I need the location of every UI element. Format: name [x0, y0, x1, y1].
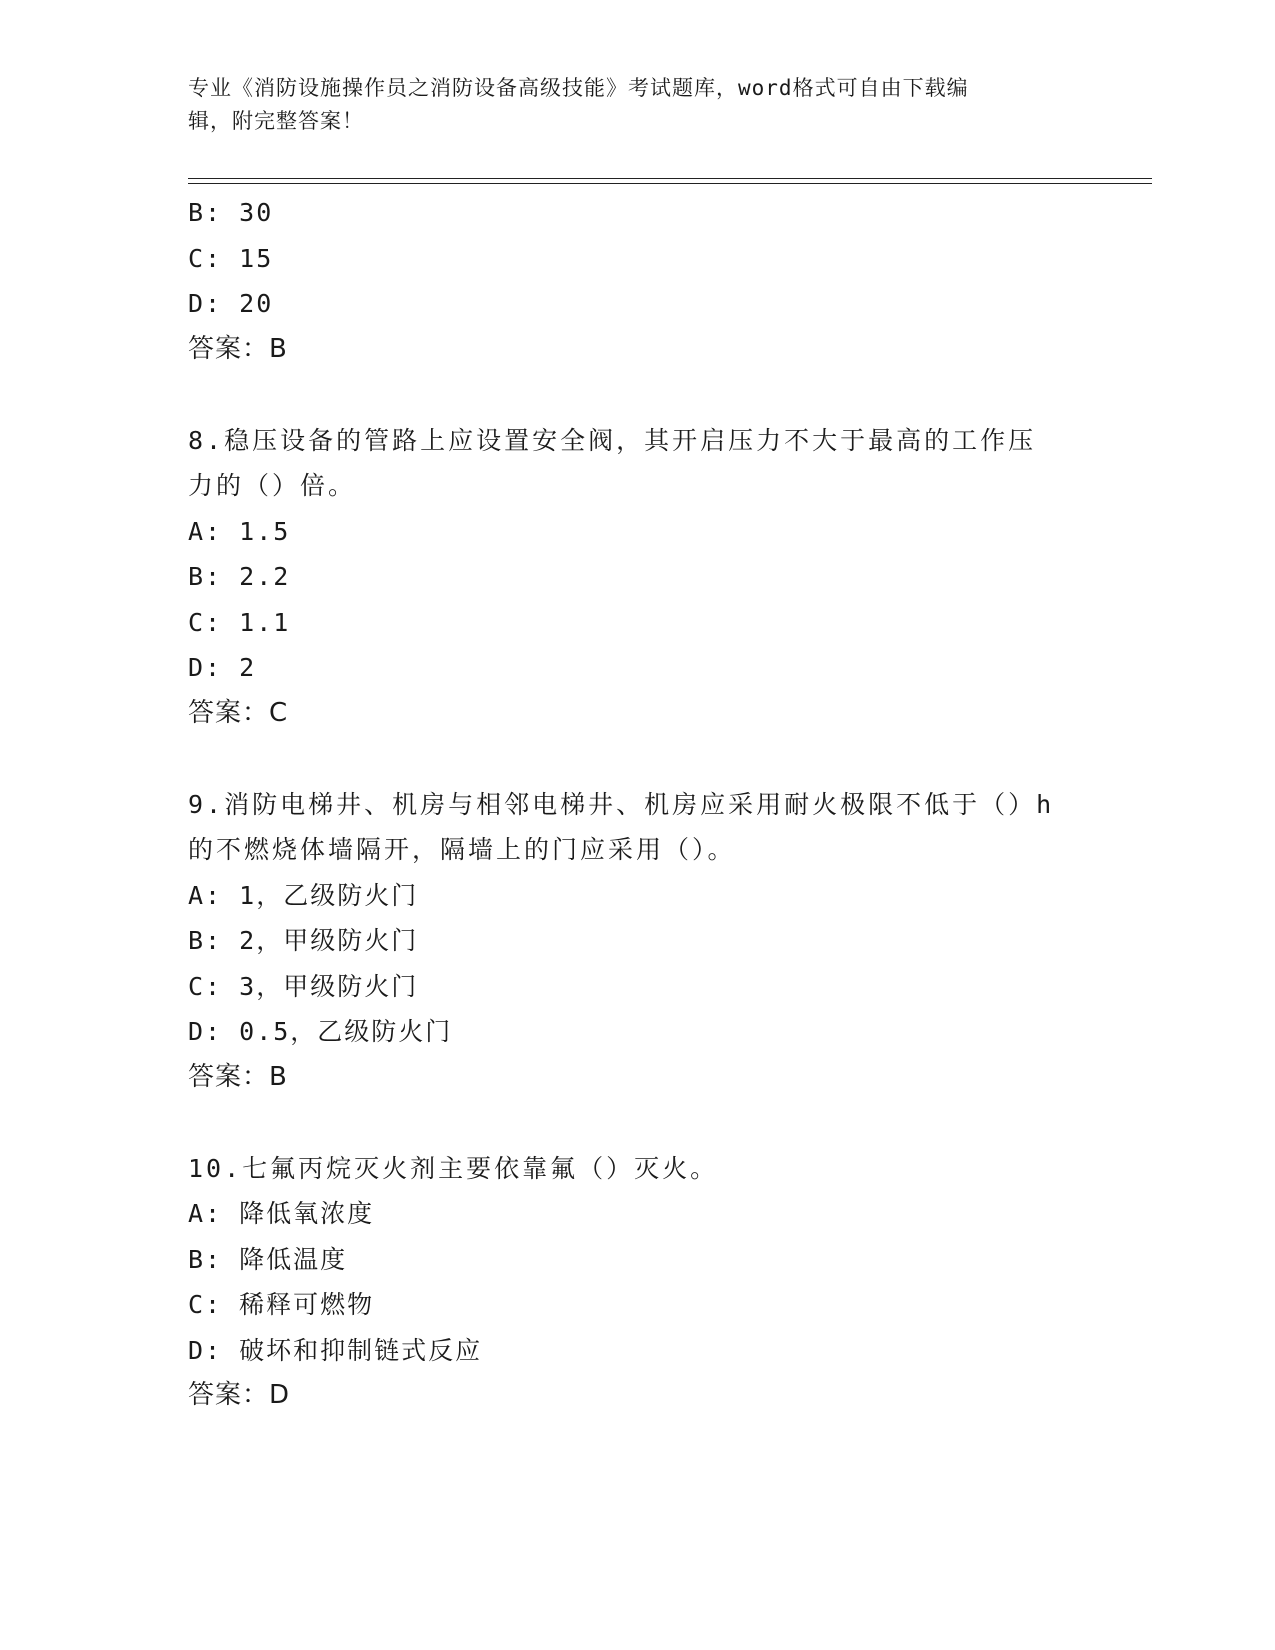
question-8-block [188, 418, 1088, 737]
option-d: D: 破坏和抑制链式反应 [188, 1335, 483, 1365]
spacer [188, 372, 1088, 418]
option-d: D: 2 [188, 653, 257, 682]
question-10-block [188, 1146, 1088, 1419]
document-header [188, 72, 1068, 138]
header-line-2: 辑，附完整答案！ [188, 109, 364, 133]
option-c: C: 1.1 [188, 607, 291, 637]
option-a: A: 1，乙级防火门 [188, 880, 419, 910]
header-divider-top [188, 178, 1152, 179]
answer-label: 答案：B [188, 333, 288, 364]
answer-label: 答案：C [188, 697, 289, 728]
spacer [188, 1100, 1088, 1146]
option-d: D: 20 [188, 289, 274, 318]
question-text-line: 的不燃烧体墙隔开，隔墙上的门应采用（）。 [188, 835, 736, 864]
spacer [188, 736, 1088, 782]
header-divider-bottom [188, 183, 1152, 184]
question-text-line: 力的（）倍。 [188, 471, 357, 500]
answer-label: 答案：D [188, 1380, 291, 1410]
question-9-block [188, 782, 1088, 1101]
question-text-line: 8.稳压设备的管路上应设置安全阀，其开启压力不大于最高的工作压 [188, 425, 1037, 455]
question-text-line: 10.七氟丙烷灭火剂主要依靠氟（）灭火。 [188, 1153, 719, 1183]
option-b: B: 30 [188, 198, 274, 227]
option-c: C: 稀释可燃物 [188, 1290, 375, 1319]
option-d: D: 0.5，乙级防火门 [188, 1017, 453, 1046]
header-line-1: 专业《消防设施操作员之消防设备高级技能》考试题库，word格式可自由下载编 [188, 76, 969, 100]
question-content [188, 190, 1088, 1419]
question-text-line: 9.消防电梯井、机房与相邻电梯井、机房应采用耐火极限不低于（）h [188, 789, 1055, 819]
option-a: A: 降低氧浓度 [188, 1199, 375, 1228]
option-c: C: 15 [188, 243, 274, 273]
option-a: A: 1.5 [188, 516, 291, 546]
answer-label: 答案：B [188, 1061, 288, 1092]
prev-question-block [188, 190, 1088, 372]
option-b: B: 2.2 [188, 562, 291, 591]
option-b: B: 2，甲级防火门 [188, 926, 419, 955]
option-c: C: 3，甲级防火门 [188, 971, 419, 1001]
option-b: B: 降低温度 [188, 1244, 348, 1274]
